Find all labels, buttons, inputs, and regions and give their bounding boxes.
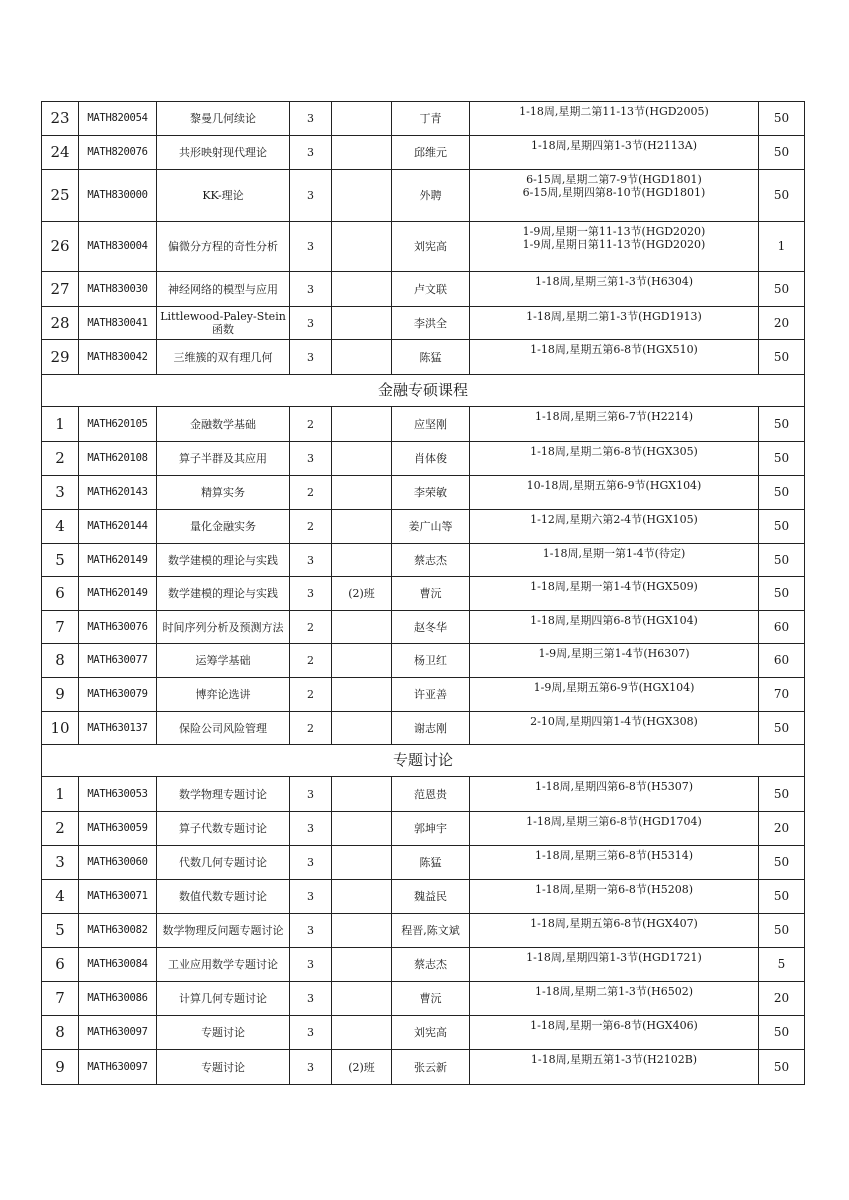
course-code: MATH620105 xyxy=(79,407,157,442)
course-credit: 3 xyxy=(290,544,332,577)
schedule-cell xyxy=(470,712,759,745)
course-code: MATH630097 xyxy=(79,1050,157,1085)
row-number: 7 xyxy=(42,982,79,1016)
schedule-cell xyxy=(470,407,759,442)
row-number: 8 xyxy=(42,644,79,678)
capacity: 50 xyxy=(759,577,805,611)
schedule-line: 1-18周,星期一第1-4节(待定) xyxy=(542,547,686,560)
class-section: (2)班 xyxy=(332,577,392,611)
schedule-line: 1-18周,星期三第6-8节(H5314) xyxy=(534,849,694,862)
table-row xyxy=(42,340,805,375)
course-name: 偏微分方程的奇性分析 xyxy=(157,222,290,272)
teacher-name: 刘宪高 xyxy=(392,1016,470,1050)
course-code: MATH630082 xyxy=(79,914,157,948)
schedule-cell xyxy=(470,222,759,272)
course-credit: 3 xyxy=(290,982,332,1016)
course-name: 数值代数专题讨论 xyxy=(157,880,290,914)
row-number: 23 xyxy=(42,102,79,136)
schedule-cell xyxy=(470,510,759,544)
class-section xyxy=(332,307,392,340)
row-number: 2 xyxy=(42,442,79,476)
class-section: (2)班 xyxy=(332,1050,392,1085)
course-code: MATH630086 xyxy=(79,982,157,1016)
course-code: MATH830042 xyxy=(79,340,157,375)
course-credit: 3 xyxy=(290,1016,332,1050)
schedule-line: 1-18周,星期五第1-3节(H2102B) xyxy=(530,1053,698,1066)
class-section xyxy=(332,777,392,812)
teacher-name: 蔡志杰 xyxy=(392,948,470,982)
row-number: 2 xyxy=(42,812,79,846)
class-section xyxy=(332,678,392,712)
course-name: 黎曼几何续论 xyxy=(157,102,290,136)
table-row xyxy=(42,136,805,170)
capacity: 70 xyxy=(759,678,805,712)
capacity: 50 xyxy=(759,340,805,375)
class-section xyxy=(332,102,392,136)
capacity: 50 xyxy=(759,914,805,948)
capacity: 50 xyxy=(759,510,805,544)
course-code: MATH630076 xyxy=(79,611,157,644)
course-code: MATH620144 xyxy=(79,510,157,544)
schedule-cell xyxy=(470,982,759,1016)
capacity: 50 xyxy=(759,777,805,812)
schedule-line: 1-18周,星期二第1-3节(HGD1913) xyxy=(526,310,702,323)
teacher-name: 谢志刚 xyxy=(392,712,470,745)
row-number: 24 xyxy=(42,136,79,170)
row-number: 1 xyxy=(42,407,79,442)
schedule-cell xyxy=(470,340,759,375)
row-number: 10 xyxy=(42,712,79,745)
capacity: 50 xyxy=(759,712,805,745)
course-credit: 3 xyxy=(290,846,332,880)
table-row xyxy=(42,407,805,442)
course-code: MATH630059 xyxy=(79,812,157,846)
schedule-cell xyxy=(470,476,759,510)
course-code: MATH830004 xyxy=(79,222,157,272)
schedule-cell xyxy=(470,880,759,914)
table-row xyxy=(42,812,805,846)
course-credit: 3 xyxy=(290,222,332,272)
capacity: 50 xyxy=(759,272,805,307)
class-section xyxy=(332,982,392,1016)
schedule-cell xyxy=(470,102,759,136)
capacity: 50 xyxy=(759,170,805,222)
course-credit: 3 xyxy=(290,1050,332,1085)
teacher-name: 卢文联 xyxy=(392,272,470,307)
schedule-line: 1-18周,星期三第1-3节(H6304) xyxy=(534,275,694,288)
course-name: 共形映射现代理论 xyxy=(157,136,290,170)
row-number: 3 xyxy=(42,476,79,510)
course-name: 数学物理专题讨论 xyxy=(157,777,290,812)
class-section xyxy=(332,846,392,880)
course-credit: 3 xyxy=(290,136,332,170)
course-credit: 3 xyxy=(290,340,332,375)
schedule-line: 1-18周,星期二第11-13节(HGD2005) xyxy=(519,105,709,118)
course-name: 代数几何专题讨论 xyxy=(157,846,290,880)
course-credit: 2 xyxy=(290,678,332,712)
section-title: 专题讨论 xyxy=(42,745,805,777)
schedule-line: 1-9周,星期五第6-9节(HGX104) xyxy=(533,681,695,694)
course-credit: 3 xyxy=(290,777,332,812)
course-name: 数学物理反问题专题讨论 xyxy=(157,914,290,948)
table-row xyxy=(42,611,805,644)
row-number: 26 xyxy=(42,222,79,272)
course-code: MATH820054 xyxy=(79,102,157,136)
class-section xyxy=(332,812,392,846)
row-number: 29 xyxy=(42,340,79,375)
schedule-line: 1-18周,星期二第6-8节(HGX305) xyxy=(530,445,698,458)
teacher-name: 邱维元 xyxy=(392,136,470,170)
row-number: 6 xyxy=(42,577,79,611)
course-name: 金融数学基础 xyxy=(157,407,290,442)
course-name: 计算几何专题讨论 xyxy=(157,982,290,1016)
row-number: 28 xyxy=(42,307,79,340)
course-name: 量化金融实务 xyxy=(157,510,290,544)
course-name: 专题讨论 xyxy=(157,1050,290,1085)
capacity: 60 xyxy=(759,611,805,644)
course-credit: 3 xyxy=(290,812,332,846)
row-number: 4 xyxy=(42,510,79,544)
course-code: MATH620143 xyxy=(79,476,157,510)
teacher-name: 蔡志杰 xyxy=(392,544,470,577)
table-row xyxy=(42,544,805,577)
table-row xyxy=(42,846,805,880)
table-row xyxy=(42,307,805,340)
class-section xyxy=(332,914,392,948)
capacity: 60 xyxy=(759,644,805,678)
row-number: 1 xyxy=(42,777,79,812)
teacher-name: 赵冬华 xyxy=(392,611,470,644)
capacity: 20 xyxy=(759,982,805,1016)
table-row xyxy=(42,442,805,476)
row-number: 3 xyxy=(42,846,79,880)
course-credit: 2 xyxy=(290,407,332,442)
class-section xyxy=(332,340,392,375)
course-name: 专题讨论 xyxy=(157,1016,290,1050)
table-row xyxy=(42,948,805,982)
schedule-line: 1-18周,星期五第6-8节(HGX510) xyxy=(530,343,698,356)
capacity: 50 xyxy=(759,1016,805,1050)
table-row xyxy=(42,170,805,222)
course-code: MATH630097 xyxy=(79,1016,157,1050)
capacity: 50 xyxy=(759,544,805,577)
schedule-line: 1-18周,星期四第6-8节(H5307) xyxy=(534,780,694,793)
section-header-row xyxy=(42,745,805,777)
schedule-cell xyxy=(470,948,759,982)
course-name: 数学建模的理论与实践 xyxy=(157,577,290,611)
course-code: MATH630053 xyxy=(79,777,157,812)
course-code: MATH630071 xyxy=(79,880,157,914)
schedule-line: 1-9周,星期日第11-13节(HGD2020) xyxy=(522,238,706,251)
course-credit: 3 xyxy=(290,442,332,476)
course-credit: 3 xyxy=(290,307,332,340)
schedule-line: 1-12周,星期六第2-4节(HGX105) xyxy=(530,513,698,526)
row-number: 5 xyxy=(42,544,79,577)
class-section xyxy=(332,136,392,170)
course-name: 神经网络的模型与应用 xyxy=(157,272,290,307)
schedule-line: 1-18周,星期一第6-8节(H5208) xyxy=(534,883,694,896)
schedule-line: 1-18周,星期四第1-3节(H2113A) xyxy=(530,139,698,152)
capacity: 1 xyxy=(759,222,805,272)
course-name: 运筹学基础 xyxy=(157,644,290,678)
schedule-line: 1-18周,星期三第6-8节(HGD1704) xyxy=(526,815,702,828)
class-section xyxy=(332,544,392,577)
teacher-name: 张云新 xyxy=(392,1050,470,1085)
table-row xyxy=(42,1050,805,1085)
course-name: 博弈论选讲 xyxy=(157,678,290,712)
schedule-line: 2-10周,星期四第1-4节(HGX308) xyxy=(530,715,698,728)
teacher-name: 丁青 xyxy=(392,102,470,136)
class-section xyxy=(332,272,392,307)
table-row xyxy=(42,777,805,812)
course-code: MATH630079 xyxy=(79,678,157,712)
schedule-cell xyxy=(470,914,759,948)
schedule-cell xyxy=(470,678,759,712)
course-name: 算子代数专题讨论 xyxy=(157,812,290,846)
schedule-cell xyxy=(470,307,759,340)
course-credit: 3 xyxy=(290,170,332,222)
schedule-cell xyxy=(470,777,759,812)
course-name: 保险公司风险管理 xyxy=(157,712,290,745)
teacher-name: 范恩贵 xyxy=(392,777,470,812)
row-number: 7 xyxy=(42,611,79,644)
row-number: 27 xyxy=(42,272,79,307)
course-name: KK-理论 xyxy=(157,170,290,222)
course-credit: 2 xyxy=(290,476,332,510)
class-section xyxy=(332,510,392,544)
course-credit: 2 xyxy=(290,510,332,544)
course-name: 时间序列分析及预测方法 xyxy=(157,611,290,644)
teacher-name: 肖体俊 xyxy=(392,442,470,476)
course-credit: 2 xyxy=(290,712,332,745)
teacher-name: 李荣敏 xyxy=(392,476,470,510)
teacher-name: 应坚刚 xyxy=(392,407,470,442)
schedule-line: 1-9周,星期一第11-13节(HGD2020) xyxy=(522,225,706,238)
course-name: 算子半群及其应用 xyxy=(157,442,290,476)
class-section xyxy=(332,880,392,914)
teacher-name: 许亚善 xyxy=(392,678,470,712)
schedule-line: 10-18周,星期五第6-9节(HGX104) xyxy=(526,479,702,492)
course-name: 三维簇的双有理几何 xyxy=(157,340,290,375)
table-row xyxy=(42,712,805,745)
capacity: 50 xyxy=(759,136,805,170)
capacity: 20 xyxy=(759,307,805,340)
table-row xyxy=(42,678,805,712)
table-row xyxy=(42,577,805,611)
schedule-line: 1-18周,星期四第6-8节(HGX104) xyxy=(530,614,698,627)
row-number: 6 xyxy=(42,948,79,982)
course-name: 精算实务 xyxy=(157,476,290,510)
table-row xyxy=(42,272,805,307)
teacher-name: 李洪全 xyxy=(392,307,470,340)
teacher-name: 魏益民 xyxy=(392,880,470,914)
teacher-name: 陈猛 xyxy=(392,340,470,375)
course-credit: 3 xyxy=(290,948,332,982)
schedule-line: 1-18周,星期五第6-8节(HGX407) xyxy=(530,917,698,930)
course-credit: 2 xyxy=(290,611,332,644)
course-code: MATH830000 xyxy=(79,170,157,222)
course-credit: 3 xyxy=(290,272,332,307)
schedule-cell xyxy=(470,611,759,644)
schedule-line: 6-15周,星期二第7-9节(HGD1801) xyxy=(526,173,702,186)
course-code: MATH830030 xyxy=(79,272,157,307)
table-row xyxy=(42,880,805,914)
course-code: MATH630137 xyxy=(79,712,157,745)
course-code: MATH620149 xyxy=(79,577,157,611)
course-schedule-table xyxy=(41,101,805,1085)
table-row xyxy=(42,914,805,948)
schedule-line: 6-15周,星期四第8-10节(HGD1801) xyxy=(522,186,706,199)
class-section xyxy=(332,170,392,222)
capacity: 50 xyxy=(759,407,805,442)
section-header-row xyxy=(42,375,805,407)
schedule-cell xyxy=(470,1016,759,1050)
class-section xyxy=(332,407,392,442)
section-title: 金融专硕课程 xyxy=(42,375,805,407)
teacher-name: 姜广山等 xyxy=(392,510,470,544)
row-number: 8 xyxy=(42,1016,79,1050)
class-section xyxy=(332,222,392,272)
class-section xyxy=(332,1016,392,1050)
schedule-cell xyxy=(470,644,759,678)
course-code: MATH620149 xyxy=(79,544,157,577)
capacity: 20 xyxy=(759,812,805,846)
course-name: Littlewood-Paley-Stein 函数 xyxy=(157,307,290,340)
capacity: 50 xyxy=(759,442,805,476)
schedule-line: 1-18周,星期四第1-3节(HGD1721) xyxy=(526,951,702,964)
table-row xyxy=(42,510,805,544)
teacher-name: 外聘 xyxy=(392,170,470,222)
table-row xyxy=(42,102,805,136)
course-code: MATH620108 xyxy=(79,442,157,476)
capacity: 50 xyxy=(759,476,805,510)
schedule-cell xyxy=(470,812,759,846)
course-credit: 3 xyxy=(290,880,332,914)
class-section xyxy=(332,611,392,644)
schedule-line: 1-18周,星期三第6-7节(H2214) xyxy=(534,410,694,423)
capacity: 50 xyxy=(759,880,805,914)
schedule-line: 1-18周,星期二第1-3节(H6502) xyxy=(534,985,694,998)
course-credit: 2 xyxy=(290,644,332,678)
teacher-name: 程晋,陈文斌 xyxy=(392,914,470,948)
capacity: 5 xyxy=(759,948,805,982)
schedule-cell xyxy=(470,170,759,222)
row-number: 9 xyxy=(42,1050,79,1085)
row-number: 9 xyxy=(42,678,79,712)
course-credit: 3 xyxy=(290,577,332,611)
schedule-cell xyxy=(470,442,759,476)
teacher-name: 曹沅 xyxy=(392,982,470,1016)
table-row xyxy=(42,982,805,1016)
schedule-cell xyxy=(470,136,759,170)
class-section xyxy=(332,442,392,476)
class-section xyxy=(332,948,392,982)
teacher-name: 陈猛 xyxy=(392,846,470,880)
course-credit: 3 xyxy=(290,914,332,948)
schedule-cell xyxy=(470,577,759,611)
class-section xyxy=(332,712,392,745)
capacity: 50 xyxy=(759,846,805,880)
schedule-line: 1-18周,星期一第1-4节(HGX509) xyxy=(530,580,698,593)
schedule-line: 1-9周,星期三第1-4节(H6307) xyxy=(538,647,690,660)
row-number: 25 xyxy=(42,170,79,222)
course-name: 工业应用数学专题讨论 xyxy=(157,948,290,982)
row-number: 5 xyxy=(42,914,79,948)
class-section xyxy=(332,644,392,678)
course-credit: 3 xyxy=(290,102,332,136)
table-row xyxy=(42,476,805,510)
course-code: MATH630077 xyxy=(79,644,157,678)
course-code: MATH830041 xyxy=(79,307,157,340)
teacher-name: 刘宪高 xyxy=(392,222,470,272)
teacher-name: 曹沅 xyxy=(392,577,470,611)
schedule-cell xyxy=(470,1050,759,1085)
capacity: 50 xyxy=(759,1050,805,1085)
schedule-cell xyxy=(470,846,759,880)
class-section xyxy=(332,476,392,510)
table-row xyxy=(42,644,805,678)
schedule-line: 1-18周,星期一第6-8节(HGX406) xyxy=(530,1019,698,1032)
teacher-name: 杨卫红 xyxy=(392,644,470,678)
schedule-cell xyxy=(470,272,759,307)
row-number: 4 xyxy=(42,880,79,914)
course-name: 数学建模的理论与实践 xyxy=(157,544,290,577)
course-code: MATH630084 xyxy=(79,948,157,982)
table-row xyxy=(42,222,805,272)
schedule-cell xyxy=(470,544,759,577)
course-code: MATH820076 xyxy=(79,136,157,170)
course-code: MATH630060 xyxy=(79,846,157,880)
teacher-name: 郭坤宇 xyxy=(392,812,470,846)
table-row xyxy=(42,1016,805,1050)
capacity: 50 xyxy=(759,102,805,136)
